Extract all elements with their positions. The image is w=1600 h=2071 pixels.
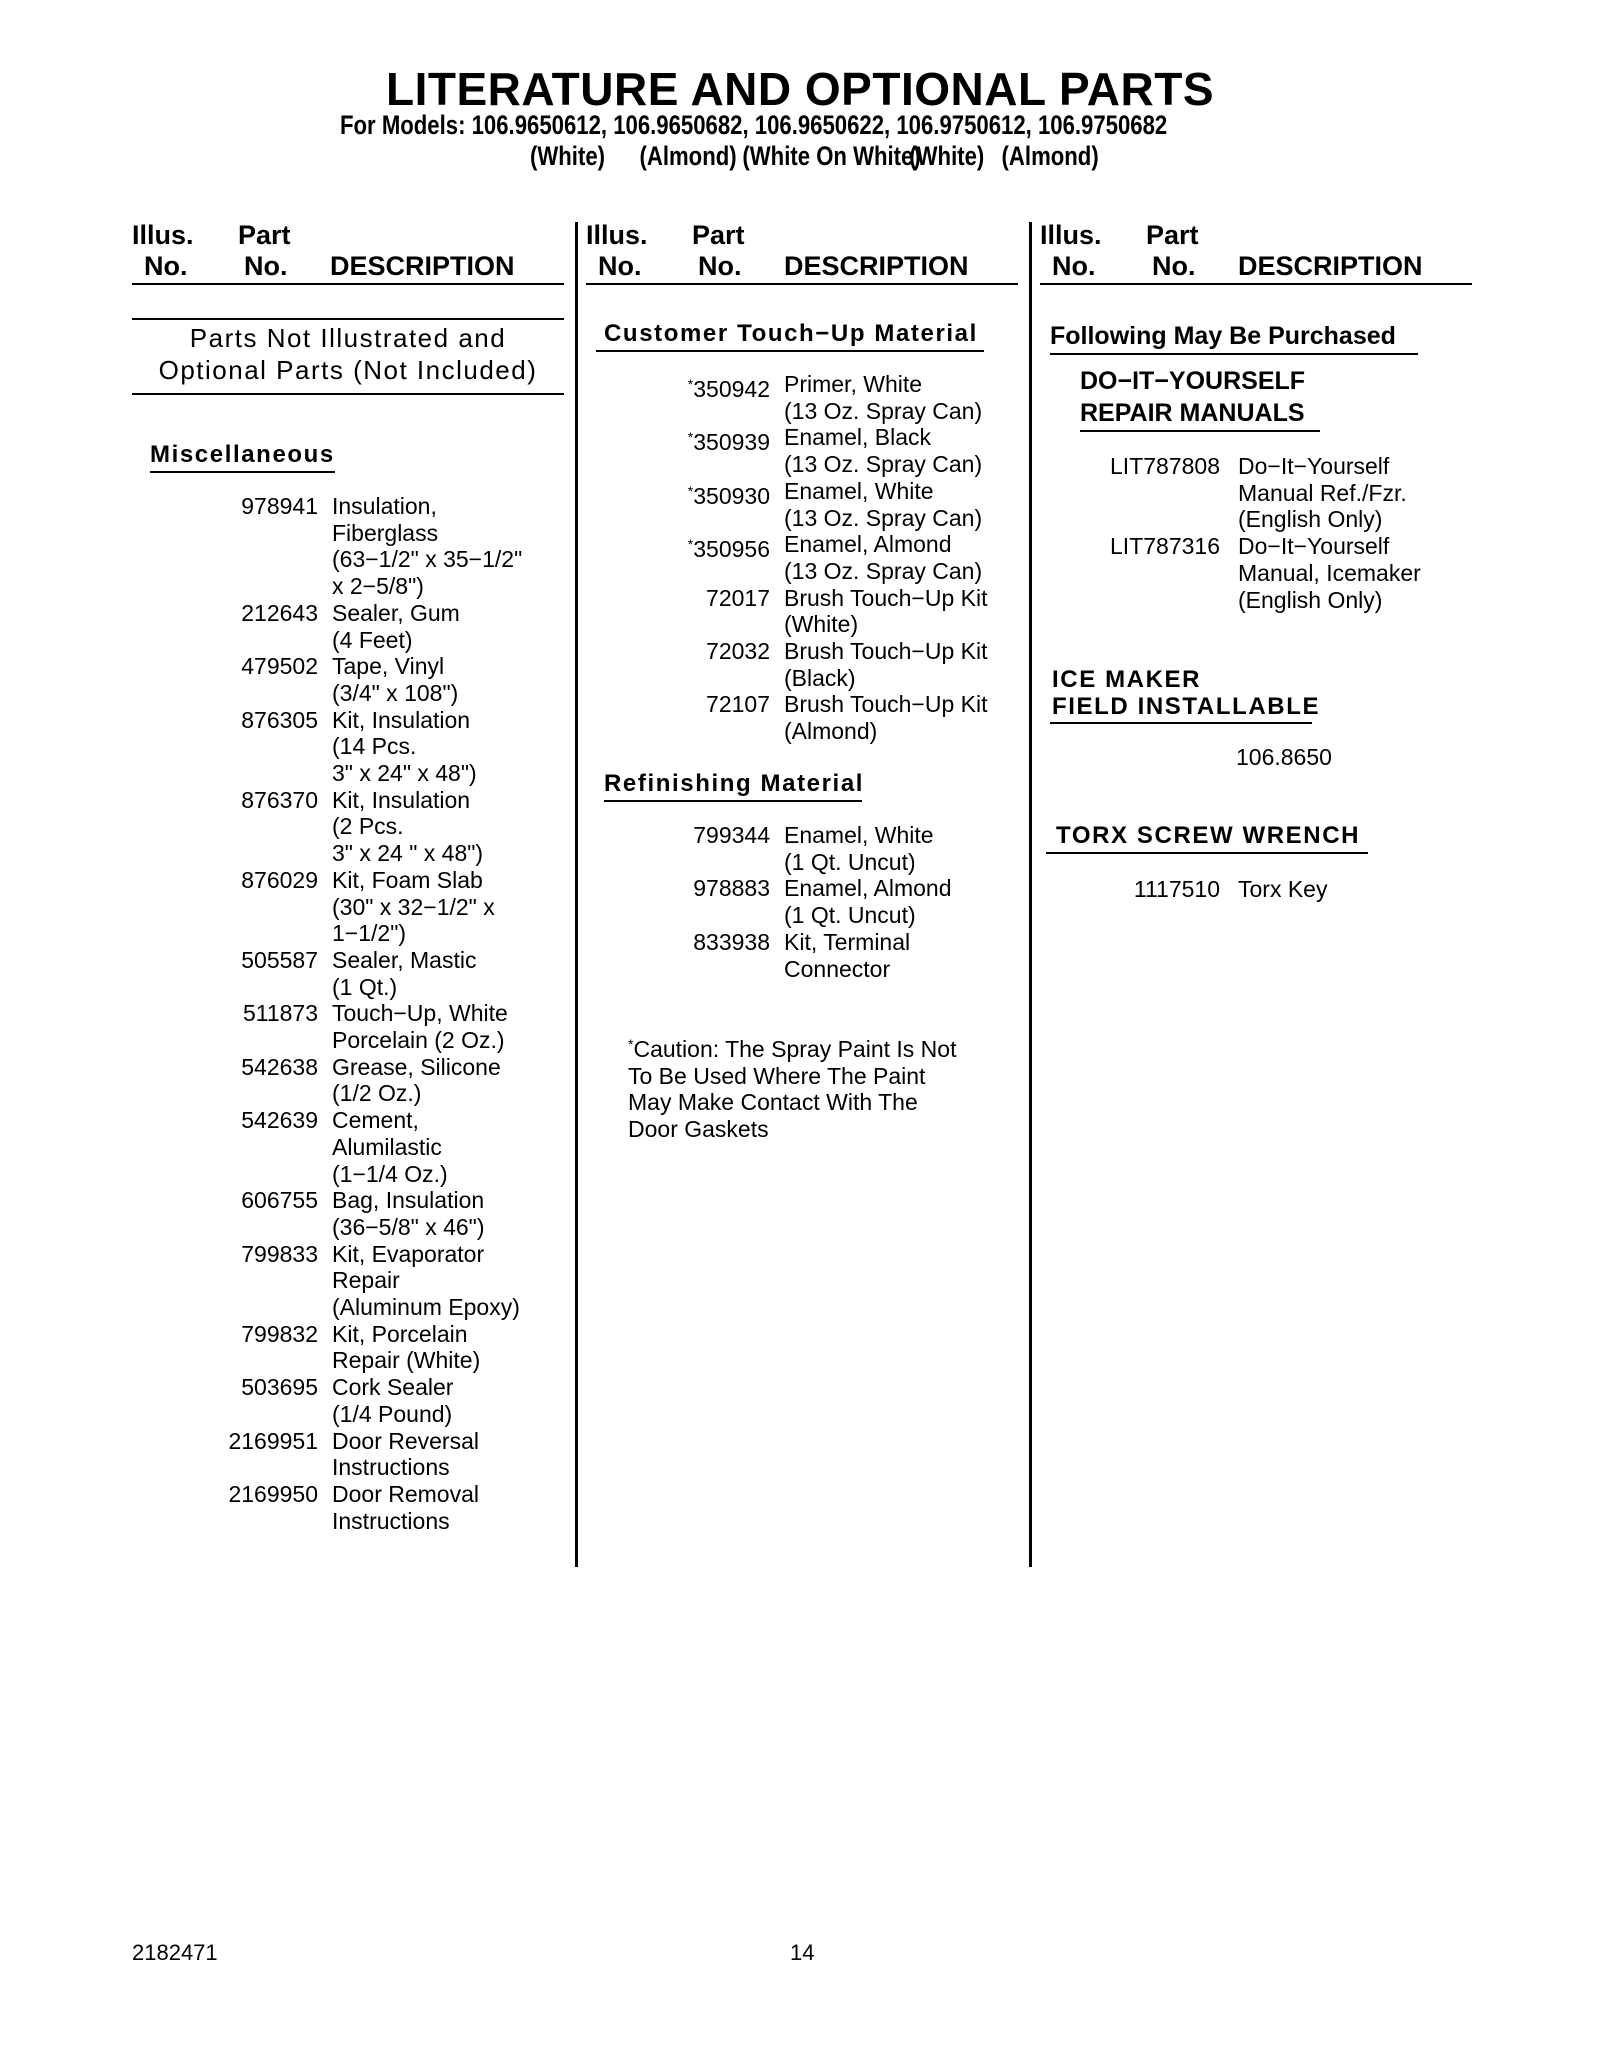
description-line: 3" x 24 " x 48") xyxy=(332,840,484,867)
part-description xyxy=(784,822,934,875)
part-number-text: 2169950 xyxy=(228,1480,318,1507)
header-underline xyxy=(1040,283,1472,285)
column-divider xyxy=(575,222,578,1567)
description-line: (13 Oz. Spray Can) xyxy=(784,397,983,424)
part-number-text: 876305 xyxy=(241,706,318,733)
description-line: (13 Oz. Spray Can) xyxy=(784,451,983,478)
header-part-no: No. xyxy=(1152,251,1196,281)
section-underline xyxy=(1046,852,1368,854)
part-number xyxy=(178,707,318,734)
model-color: (Almond) xyxy=(639,141,737,171)
description-line: Sealer, Gum xyxy=(332,599,460,626)
part-number xyxy=(178,1000,318,1027)
part-description xyxy=(332,947,476,1000)
description-line: Kit, Porcelain xyxy=(332,1320,468,1347)
description-line: Connector xyxy=(784,955,891,982)
part-number-text: 72107 xyxy=(706,691,770,718)
description-line: Sealer, Mastic xyxy=(332,946,477,973)
part-number xyxy=(630,691,770,718)
header-illus: Illus. xyxy=(1040,220,1102,250)
part-number xyxy=(178,1241,318,1268)
part-description xyxy=(784,585,988,638)
description-line: (30" x 32−1/2" x xyxy=(332,893,495,920)
part-description xyxy=(332,600,460,653)
description-line: Alumilastic xyxy=(332,1133,442,1160)
column-divider xyxy=(1029,222,1032,1567)
part-description xyxy=(784,875,951,928)
part-number-text: 978883 xyxy=(693,875,770,902)
part-description xyxy=(1238,533,1421,613)
header-illus: Illus. xyxy=(132,220,194,250)
part-number-text: 606755 xyxy=(241,1187,318,1214)
description-line: Tape, Vinyl xyxy=(332,653,445,680)
part-number-text: 350956 xyxy=(693,536,770,563)
part-number xyxy=(630,638,770,665)
part-number xyxy=(178,867,318,894)
part-number xyxy=(630,478,770,510)
model-colors xyxy=(530,141,1099,171)
col1-heading xyxy=(132,322,564,386)
description-line: (1 Qt. Uncut) xyxy=(784,902,916,929)
header-underline xyxy=(132,283,564,285)
section-underline xyxy=(1050,353,1418,355)
part-number-text: 876370 xyxy=(241,786,318,813)
description-line: Manual Ref./Fzr. xyxy=(1238,479,1407,506)
part-description xyxy=(332,1187,485,1240)
description-line: Instructions xyxy=(332,1454,450,1481)
description-line: (Black) xyxy=(784,664,856,691)
description-line: Brush Touch−Up Kit xyxy=(784,584,988,611)
section-underline xyxy=(596,350,984,352)
section-title: Customer Touch−Up Material xyxy=(604,320,978,347)
description-line: Enamel, Almond xyxy=(784,531,952,558)
description-line: (1/2 Oz.) xyxy=(332,1080,422,1107)
part-description xyxy=(784,638,988,691)
description-line: (63−1/2" x 35−1/2" xyxy=(332,546,523,573)
icemaker-part-number: 106.8650 xyxy=(1236,744,1332,770)
part-number-text: 505587 xyxy=(241,946,318,973)
header-part-no: No. xyxy=(244,251,288,281)
part-number-text: 833938 xyxy=(693,928,770,955)
part-description xyxy=(332,653,458,706)
description-line: (1−1/4 Oz.) xyxy=(332,1160,448,1187)
col3-heading: Following May Be Purchased xyxy=(1050,322,1396,350)
part-number xyxy=(630,531,770,563)
part-number xyxy=(178,947,318,974)
models-line: For Models: 106.9650612, 106.9650682, 106.9650622, 106.9750612, 106.9750682 xyxy=(340,110,1168,140)
description-line: 3" x 24" x 48") xyxy=(332,760,477,786)
part-number xyxy=(630,424,770,456)
part-number xyxy=(178,1428,318,1455)
description-line: Porcelain (2 Oz.) xyxy=(332,1027,505,1053)
description-line: x 2−5/8") xyxy=(332,573,424,600)
header-description: DESCRIPTION xyxy=(1238,251,1423,281)
header-illus-no: No. xyxy=(598,251,642,281)
caution-line: Door Gaskets xyxy=(628,1116,769,1143)
section-title: Miscellaneous xyxy=(150,441,335,468)
document-number: 2182471 xyxy=(132,1940,218,1965)
part-number xyxy=(178,600,318,627)
part-number xyxy=(1080,533,1220,560)
description-line: (13 Oz. Spray Can) xyxy=(784,504,983,531)
part-description xyxy=(784,478,982,531)
part-description xyxy=(332,1054,501,1107)
part-number xyxy=(630,822,770,849)
part-description xyxy=(784,691,988,744)
description-line: Kit, Evaporator xyxy=(332,1240,485,1267)
part-number-text: 876029 xyxy=(241,866,318,893)
description-line: (3/4" x 108") xyxy=(332,679,459,706)
header-illus-no: No. xyxy=(1052,251,1096,281)
part-description xyxy=(1238,453,1407,533)
part-number xyxy=(178,1374,318,1401)
description-line: Cement, xyxy=(332,1107,419,1134)
part-description xyxy=(784,531,982,584)
description-line: (36−5/8" x 46") xyxy=(332,1213,485,1240)
section-underline xyxy=(1080,430,1320,432)
col1-heading-line: Parts Not Illustrated and xyxy=(189,323,507,353)
part-description xyxy=(332,1107,448,1187)
description-line: Enamel, White xyxy=(784,477,934,504)
description-line: (13 Oz. Spray Can) xyxy=(784,557,983,584)
model-color: (White) xyxy=(909,141,985,171)
part-number xyxy=(178,1107,318,1134)
part-description xyxy=(784,371,982,424)
part-number-text: 479502 xyxy=(241,653,318,680)
section-underline xyxy=(1050,722,1312,724)
part-number-text: 72017 xyxy=(706,584,770,611)
part-number xyxy=(630,929,770,956)
page-title: LITERATURE AND OPTIONAL PARTS xyxy=(385,63,1214,115)
part-number xyxy=(178,1054,318,1081)
torx-description: Torx Key xyxy=(1238,876,1328,902)
part-number-text: 542638 xyxy=(241,1053,318,1080)
model-color: (Almond) xyxy=(1001,141,1099,171)
asterisk: * xyxy=(687,536,694,553)
part-number-text: 72032 xyxy=(706,638,770,664)
part-number xyxy=(630,875,770,902)
part-number-text: 350930 xyxy=(693,482,770,509)
torx-part-number: 1117510 xyxy=(1133,876,1220,902)
model-color: (White) xyxy=(530,141,606,171)
description-line: Enamel, Black xyxy=(784,424,932,451)
description-line: Fiberglass xyxy=(332,519,439,546)
asterisk: * xyxy=(687,482,694,499)
description-line: Manual, Icemaker xyxy=(1238,559,1421,586)
part-description xyxy=(784,424,982,477)
part-number xyxy=(178,493,318,520)
description-line: (1/4 Pound) xyxy=(332,1400,453,1427)
divider xyxy=(132,393,564,395)
description-line: Kit, Insulation xyxy=(332,706,471,733)
caution-line: To Be Used Where The Paint xyxy=(628,1062,926,1089)
part-description xyxy=(332,493,522,600)
description-line: Enamel, White xyxy=(784,822,934,848)
col1-heading-line: Optional Parts (Not Included) xyxy=(158,355,538,385)
header-underline xyxy=(586,283,1018,285)
description-line: (1 Qt.) xyxy=(332,973,398,1000)
part-number-text: LIT787808 xyxy=(1110,453,1220,479)
description-line: Repair (White) xyxy=(332,1347,481,1374)
header-description: DESCRIPTION xyxy=(330,251,515,281)
section-title: Refinishing Material xyxy=(604,770,865,797)
part-description xyxy=(332,707,477,787)
manuals-title-line: DO−IT−YOURSELF xyxy=(1080,367,1306,395)
part-number xyxy=(178,653,318,680)
description-line: Door Reversal xyxy=(332,1427,479,1454)
part-number-text: 503695 xyxy=(241,1374,318,1401)
description-line: Kit, Insulation xyxy=(332,786,471,813)
part-number-text: 799833 xyxy=(241,1240,318,1267)
part-description xyxy=(332,1374,453,1427)
part-number-text: 799344 xyxy=(693,822,770,848)
description-line: (1 Qt. Uncut) xyxy=(784,848,916,875)
asterisk: * xyxy=(687,376,694,392)
description-line: Brush Touch−Up Kit xyxy=(784,691,988,718)
part-number-text: 542639 xyxy=(241,1107,318,1134)
description-line: Instructions xyxy=(332,1507,450,1534)
description-line: Bag, Insulation xyxy=(332,1187,485,1214)
part-number xyxy=(630,585,770,612)
caution-line: May Make Contact With The xyxy=(628,1089,918,1116)
description-line: 1−1/2") xyxy=(332,920,407,947)
part-number xyxy=(178,1481,318,1508)
description-line: (Almond) xyxy=(784,718,878,745)
section-underline xyxy=(604,800,862,802)
part-number xyxy=(178,1321,318,1348)
part-number-text: 799832 xyxy=(241,1320,318,1347)
asterisk: * xyxy=(687,429,694,446)
header-illus-no: No. xyxy=(144,251,188,281)
description-line: Brush Touch−Up Kit xyxy=(784,638,988,664)
part-number-text: 350942 xyxy=(693,376,770,402)
part-number-text: 212643 xyxy=(241,599,318,626)
description-line: Kit, Terminal xyxy=(784,928,911,955)
header-illus: Illus. xyxy=(586,220,648,250)
description-line: (Aluminum Epoxy) xyxy=(332,1294,520,1320)
header-part: Part xyxy=(692,220,745,250)
header-part-no: No. xyxy=(698,251,742,281)
part-number xyxy=(630,371,770,403)
model-color: (White On White) xyxy=(742,141,921,171)
part-description xyxy=(332,1428,479,1481)
description-line: (4 Feet) xyxy=(332,626,413,653)
description-line: (14 Pcs. xyxy=(332,733,417,760)
caution-line: Caution: The Spray Paint Is Not xyxy=(633,1036,957,1062)
part-number xyxy=(178,787,318,814)
header-part: Part xyxy=(238,220,291,250)
divider xyxy=(132,318,564,320)
part-number-text: 978941 xyxy=(241,493,318,519)
manuals-title-line: REPAIR MANUALS xyxy=(1080,399,1305,427)
header-part: Part xyxy=(1146,220,1199,250)
description-line: Do−It−Yourself xyxy=(1238,533,1390,560)
description-line: Kit, Foam Slab xyxy=(332,866,483,893)
part-number xyxy=(178,1187,318,1214)
description-line: Cork Sealer xyxy=(332,1374,454,1401)
part-description xyxy=(332,1321,480,1374)
header-description: DESCRIPTION xyxy=(784,251,969,281)
description-line: Grease, Silicone xyxy=(332,1053,501,1080)
description-line: Do−It−Yourself xyxy=(1238,453,1390,479)
description-line: (English Only) xyxy=(1238,506,1383,533)
description-line: (English Only) xyxy=(1238,586,1383,613)
caution-note xyxy=(628,1031,956,1143)
description-line: Touch−Up, White xyxy=(332,1000,508,1027)
asterisk: * xyxy=(628,1036,634,1052)
icemaker-title xyxy=(1052,666,1320,720)
torx-title: TORX SCREW WRENCH xyxy=(1056,822,1361,849)
description-line: (White) xyxy=(784,611,859,638)
part-description xyxy=(332,1481,479,1534)
description-line: Repair xyxy=(332,1267,400,1294)
part-description xyxy=(332,867,495,947)
part-number-text: 2169951 xyxy=(228,1427,318,1454)
description-line: Enamel, Almond xyxy=(784,875,952,902)
part-number-text: 350939 xyxy=(693,429,770,456)
part-number-text: LIT787316 xyxy=(1110,533,1220,560)
part-number-text: 511873 xyxy=(242,1000,318,1027)
icemaker-title-line: ICE MAKER xyxy=(1052,666,1202,693)
manuals-title xyxy=(1080,365,1305,429)
page-number: 14 xyxy=(790,1940,815,1965)
part-description xyxy=(332,1241,520,1321)
part-description xyxy=(332,1000,508,1053)
part-description xyxy=(332,787,483,867)
icemaker-title-line: FIELD INSTALLABLE xyxy=(1052,693,1321,720)
description-line: Insulation, xyxy=(332,493,437,519)
section-underline xyxy=(150,471,335,473)
part-description xyxy=(784,929,910,982)
description-line: Primer, White xyxy=(784,371,923,397)
description-line: Door Removal xyxy=(332,1480,479,1507)
part-number xyxy=(1080,453,1220,480)
description-line: (2 Pcs. xyxy=(332,813,404,840)
